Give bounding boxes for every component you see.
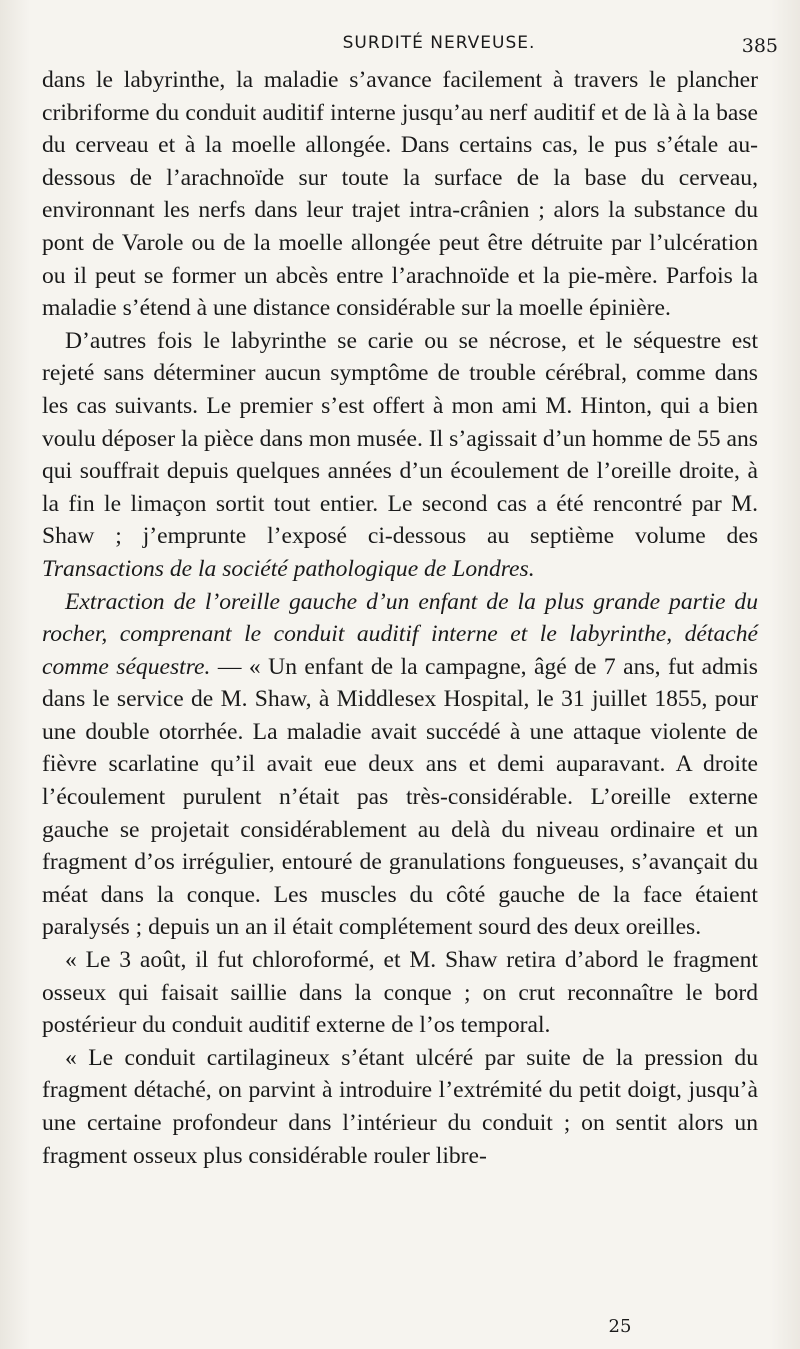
paragraph-5: « Le conduit cartilagineux s’étant ulcéré par suite de la pression du fragment détaché, on parvint à introduire l’extrémité du petit doigt, jusqu’à une certaine profondeur dans l’intérieur du conduit ; on sentit alors un fragment osseux plus considérable rouler libre-	[42, 1044, 758, 1169]
body-text	[42, 64, 758, 1172]
signature-mark: 25	[608, 1316, 632, 1337]
paragraph-4: « Le 3 août, il fut chloroformé, et M. Shaw retira d’abord le fragment osseux qui faisait saillie dans la conque ; on crut reconnaître le bord postérieur du conduit auditif externe de l’os temporal.	[42, 947, 758, 1039]
paragraph-2-text: D’autres fois le labyrinthe se carie ou se nécrose, et le séquestre est rejeté sans déterminer aucun symptôme de trouble cérébral, comme dans les cas suivants. Le premier s’est offert à mon ami M. Hinton, qui a bien voulu déposer la pièce dans mon musée. Il s’agissait d’un homme de 55 ans qui souffrait depuis quelques années d’un écoulement de l’oreille droite, à la fin le limaçon sortit tout entier. Le second cas a été rencontré par M. Shaw ; j’emprunte l’exposé ci-dessous au septième volume des	[42, 327, 758, 550]
page-number: 385	[741, 35, 778, 57]
running-head: SURDITÉ NERVEUSE.	[342, 33, 536, 53]
paragraph-2	[42, 325, 758, 586]
paragraph-3	[42, 586, 758, 945]
journal-title: Transactions de la société pathologique de Londres.	[42, 555, 535, 582]
case-heading: Extraction de l’oreille gauche d’un enfant de la plus grande partie du rocher, comprenant le conduit auditif interne et le labyrinthe, détaché comme séquestre.	[42, 588, 758, 680]
paragraph-3-text: — « Un enfant de la campagne, âgé de 7 ans, fut admis dans le service de M. Shaw, à Middlesex Hospital, le 31 juillet 1855, pour une double otorrhée. La maladie avait succédé à une attaque violente de fièvre scarlatine qu’il avait eue deux ans et demi auparavant. A droite l’écoulement purulent n’était pas très-considérable. L’oreille externe gauche se projetait considérablement au delà du niveau ordinaire et un fragment d’os irrégulier, entouré de granulations fongueuses, s’avançait du méat dans la conque. Les muscles du côté gauche de la face étaient paralysés ; depuis un an il était complétement sourd des deux oreilles.	[42, 653, 758, 941]
page-header	[40, 30, 778, 62]
paragraph-1: dans le labyrinthe, la maladie s’avance facilement à travers le plancher cribriforme du conduit auditif interne jusqu’au nerf auditif et de là à la base du cerveau et à la moelle allongée. Dans certains cas, le pus s’étale au-dessous de l’arachnoïde sur toute la surface de la base du cerveau, environnant les nerfs dans leur trajet intra-crânien ; alors la substance du pont de Varole ou de la moelle allongée peut être détruite par l’ulcération ou il peut se former un abcès entre l’arachnoïde et la pie-mère. Parfois la maladie s’étend à une distance considérable sur la moelle épinière.	[42, 67, 758, 322]
